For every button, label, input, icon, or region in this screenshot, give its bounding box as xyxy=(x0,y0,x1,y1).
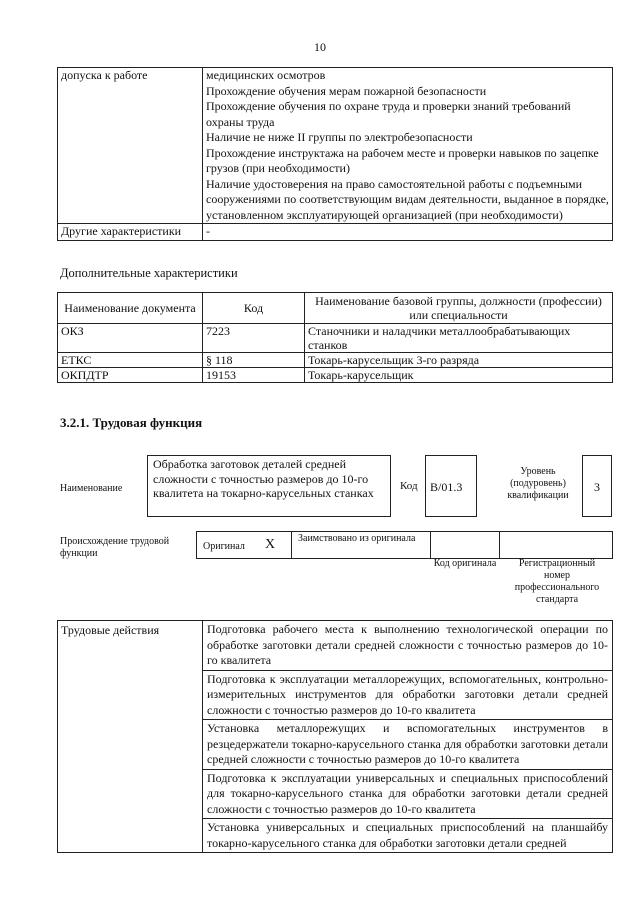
cell: 7223 xyxy=(203,324,305,353)
actions-label: Трудовые действия xyxy=(58,621,203,853)
additional-table xyxy=(57,292,613,383)
additional-title: Дополнительные характеристики xyxy=(60,266,238,280)
row-label: допуска к работе xyxy=(58,68,203,224)
header-cell: Наименование базовой группы, должности (профессии) или специальности xyxy=(305,293,613,324)
table-row xyxy=(58,68,613,224)
function-code: B/01.3 xyxy=(425,455,477,517)
name-label: Наименование xyxy=(60,483,123,494)
borrowed-cell xyxy=(291,531,431,559)
table-row xyxy=(58,324,613,353)
action-item: Подготовка к эксплуатации универсальных и специальных приспособлений для токарно-карусельного станка для обработки заготовки детали средней сложности с точностью размеров до 10-го квалитета xyxy=(203,769,613,819)
original-mark: X xyxy=(265,537,276,552)
table-row xyxy=(58,368,613,383)
line: Прохождение инструктажа на рабочем месте и проверки навыков по зацепке грузов (при необходимости) xyxy=(206,145,599,175)
reg-cell xyxy=(499,531,613,559)
line: Наличие не ниже II группы по электробезопасности xyxy=(206,130,473,144)
cell: Токарь-карусельщик xyxy=(305,368,613,383)
line: Наличие удостоверения на право самостоятельной работы с подъемными сооружениями по соответствующим видам деятельности, выданное в порядке, установленном эксплуатирующей организацией (при необходимости) xyxy=(206,176,609,222)
code-orig-cell xyxy=(430,531,500,559)
cell: ОКПДТР xyxy=(58,368,203,383)
cell: § 118 xyxy=(203,353,305,368)
cell: 19153 xyxy=(203,368,305,383)
table-row xyxy=(58,621,613,671)
table-row xyxy=(58,353,613,368)
code-label: Код xyxy=(400,480,418,492)
original-label: Оригинал xyxy=(203,541,245,552)
reg-label: Регистрационный номер профессионального стандарта xyxy=(514,558,600,605)
cell: Токарь-карусельщик 3-го разряда xyxy=(305,353,613,368)
origin-label: Происхождение трудовой функции xyxy=(60,536,170,559)
borrowed-label: Заимствовано из оригинала xyxy=(298,533,416,544)
action-item: Подготовка к эксплуатации металлорежущих, вспомогательных, контрольно-измерительных инструментов для обработки заготовки детали средней сложности с точностью размеров до 10-го квалитета xyxy=(203,670,613,720)
code-orig-label: Код оригинала xyxy=(433,558,497,569)
header-cell: Код xyxy=(203,293,305,324)
page-number: 10 xyxy=(314,40,326,54)
cell: ЕТКС xyxy=(58,353,203,368)
header-cell: Наименование документа xyxy=(58,293,203,324)
level-value: 3 xyxy=(582,455,612,517)
cell: ОКЗ xyxy=(58,324,203,353)
level-label: Уровень (подуровень) квалификации xyxy=(507,466,569,501)
line: Прохождение обучения мерам пожарной безопасности xyxy=(206,83,487,98)
section-title: 3.2.1. Трудовая функция xyxy=(60,415,203,430)
row-value: - xyxy=(203,224,613,241)
table-header xyxy=(58,293,613,324)
line: Прохождение обучения по охране труда и проверки знаний требований охраны труда xyxy=(206,99,571,129)
original-cell xyxy=(196,531,292,559)
row-value xyxy=(203,68,613,224)
table-row xyxy=(58,224,613,241)
requirements-table xyxy=(57,67,613,241)
actions-table xyxy=(57,620,613,853)
action-item: Установка универсальных и специальных приспособлений на планшайбу токарно-карусельного станка для обработки заготовки детали средней xyxy=(203,819,613,853)
function-name: Обработка заготовок деталей средней сложности с точностью размеров до 10-го квалитета на токарно-карусельных станках xyxy=(147,455,391,517)
row-label: Другие характеристики xyxy=(58,224,203,241)
action-item: Установка металлорежущих и вспомогательных инструментов в резцедержатели токарно-карусельного станка для обработки заготовки детали средней сложности с точностью размеров до 10-го квалитета xyxy=(203,720,613,770)
cell: Станочники и наладчики металлообрабатывающих станков xyxy=(305,324,613,353)
action-item: Подготовка рабочего места к выполнению технологической операции по обработке заготовки детали средней сложности с точностью размеров до 10-го квалитета xyxy=(203,621,613,671)
line: медицинских осмотров xyxy=(206,68,326,82)
